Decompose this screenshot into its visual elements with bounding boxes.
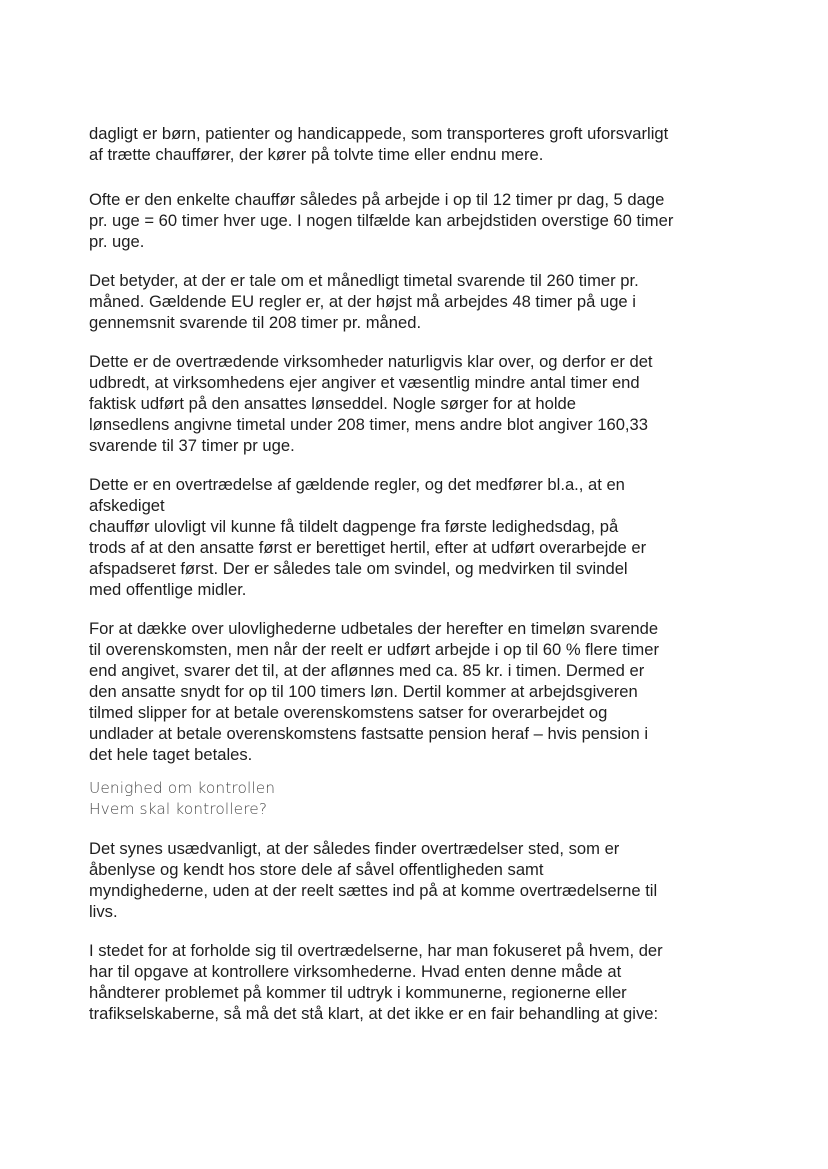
paragraph: Dette er de overtrædende virksomheder naturligvis klar over, og derfor er det udbredt, at virksomhedens ejer angiver et væsentlig mindre antal timer end faktisk udført på den ansattes lønseddel. Nogle sørger for at holde lønsedlens angivne timetal under 208 timer, mens andre blot angiver 160,33 svarende til 37 timer pr uge. [89,352,653,455]
paragraph: For at dække over ulovlighederne udbetales der herefter en timeløn svarende til overenskomsten, men når der reelt er udført arbejde i op til 60 % flere timer end angivet, svarer det til, at der aflønnes med ca. 85 kr. i timen. Dermed er den ansatte snydt for op til 100 timers løn. Dertil kommer at arbejdsgiveren tilmed slipper for at betale overenskomstens satser for overarbejdet og undlader at betale overenskomstens fastsatte pension heraf – hvis pension i det hele taget betales. [89,619,659,764]
paragraph: I stedet for at forholde sig til overtrædelserne, har man fokuseret på hvem, der har til opgave at kontrollere virksomhederne. Hvad enten denne måde at håndterer problemet på kommer til udtryk i kommunerne, regionerne eller trafikselskaberne, så må det stå klart, at det ikke er en fair behandling at give: [89,941,663,1023]
section-heading [89,778,749,820]
paragraph: dagligt er børn, patienter og handicappede, som transporteres groft uforsvarligt af trætte chauffører, der kører på tolvte time eller endnu mere. [89,124,669,164]
section-heading-line-2: Hvem skal kontrollere? [89,800,268,818]
paragraph: Det betyder, at der er tale om et månedligt timetal svarende til 260 timer pr. måned. Gældende EU regler er, at der højst må arbejdes 48 timer på uge i gennemsnit svarende til 208 timer pr. måned. [89,271,639,332]
section-heading-line-1: Uenighed om kontrollen [89,779,276,797]
paragraph: Dette er en overtrædelse af gældende regler, og det medfører bl.a., at en afskediget chauffør ulovligt vil kunne få tildelt dagpenge fra første ledighedsdag, på trods af at den ansatte først er berettiget hertil, efter at udført overarbejde er afspadseret først. Der er således tale om svindel, og medvirken til svindel med offentlige midler. [89,475,647,599]
document-body [89,123,749,1042]
paragraph: Ofte er den enkelte chauffør således på arbejde i op til 12 timer pr dag, 5 dage pr. uge = 60 timer hver uge. I nogen tilfælde kan arbejdstiden overstige 60 timer pr. uge. [89,190,674,251]
paragraph: Det synes usædvanligt, at der således finder overtrædelser sted, som er åbenlyse og kendt hos store dele af såvel offentligheden samt myndighederne, uden at der reelt sættes ind på at komme overtrædelserne til livs. [89,839,658,921]
